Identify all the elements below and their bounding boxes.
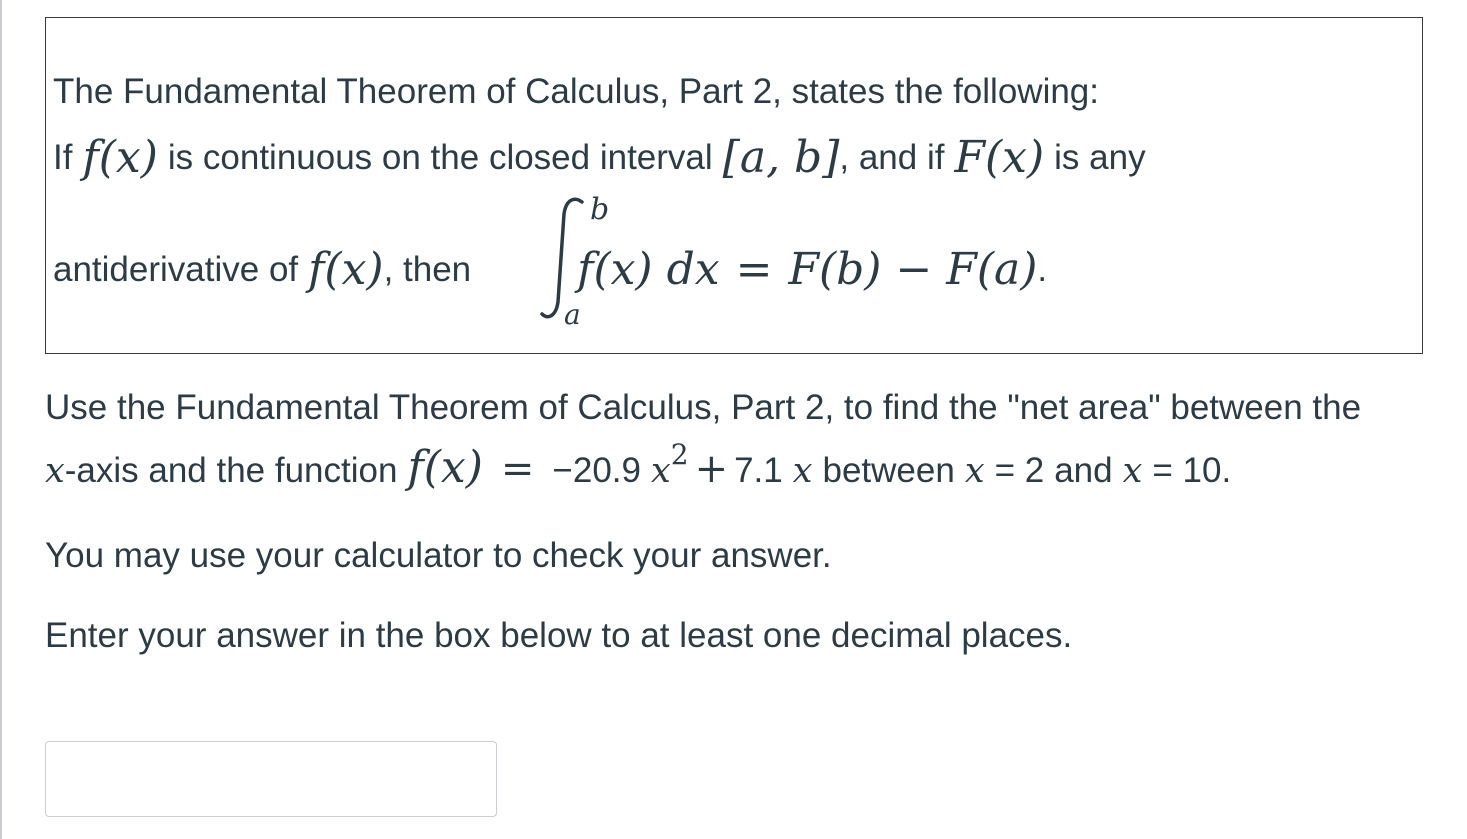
- question-line-1: Use the Fundamental Theorem of Calculus, Part 2, to find the "net area" between the: [45, 388, 1362, 427]
- answer-input[interactable]: [45, 741, 497, 817]
- lower-value: = 2: [994, 451, 1045, 490]
- theorem-heading: The Fundamental Theorem of Calculus, Part 2, states the following:: [53, 72, 1100, 111]
- continuous-text: is continuous on the closed interval: [167, 138, 713, 177]
- coef1: −20.9: [552, 451, 641, 490]
- period: .: [1037, 250, 1048, 289]
- upper-limit: b: [590, 192, 610, 227]
- function-lhs: f(x): [407, 442, 483, 493]
- then-text: , then: [383, 250, 472, 289]
- eq-sign: =: [500, 446, 535, 492]
- between-text: between: [822, 451, 955, 490]
- capital-F-of-x: F(x): [954, 132, 1045, 183]
- interval: [a, b]: [722, 132, 840, 183]
- and-text: and: [1054, 451, 1113, 490]
- var1: x: [650, 451, 671, 491]
- exponent: 2: [670, 438, 689, 471]
- axis-text: -axis and the function: [64, 451, 398, 490]
- question-line-2: [45, 438, 1232, 493]
- x-upper: x: [1122, 451, 1143, 491]
- x-var: x: [45, 451, 65, 491]
- f-of-x: f(x): [82, 132, 158, 183]
- upper-value: = 10.: [1152, 451, 1232, 490]
- equals-sign: =: [735, 244, 773, 295]
- rhs-expression: F(b) − F(a): [788, 244, 1038, 295]
- left-border: [0, 0, 2, 839]
- theorem-box: [45, 17, 1423, 354]
- is-any-text: is any: [1054, 138, 1146, 177]
- var2: x: [792, 451, 813, 491]
- coef2: 7.1: [734, 451, 783, 490]
- x-lower: x: [964, 451, 985, 491]
- theorem-condition-line: [53, 132, 1146, 183]
- answer-instruction: Enter your answer in the box below to at least one decimal places.: [45, 616, 1073, 655]
- plus-sign: +: [694, 446, 729, 492]
- and-if-text: , and if: [839, 138, 945, 177]
- antiderivative-text: antiderivative of: [53, 250, 299, 289]
- integrand: f(x) dx: [577, 244, 720, 295]
- calculator-note: You may use your calculator to check your answer.: [45, 536, 832, 575]
- f-of-x-2: f(x): [308, 244, 384, 295]
- lower-limit: a: [564, 298, 581, 331]
- if-label: If: [53, 138, 73, 177]
